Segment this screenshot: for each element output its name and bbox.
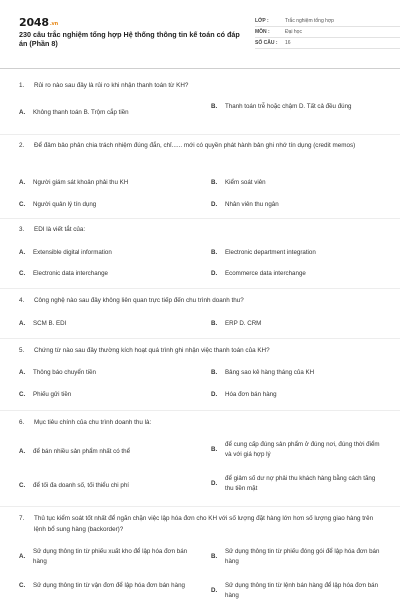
option-text: Sử dụng thông tin từ phiếu xuất kho để lập hóa đơn bán hàng: [33, 548, 188, 565]
question-divider: [0, 288, 400, 289]
logo-main: 2048: [19, 16, 49, 29]
option-label: C.: [19, 201, 26, 208]
option-label: D.: [211, 480, 218, 487]
question-text: Để đảm bảo phân chia trách nhiệm đúng đắn, chỉ...... mới có quyền phát hành bản ghi nhớ tín dụng (credit memos): [34, 142, 356, 149]
option-c[interactable]: [19, 581, 199, 591]
option-text: Extensible digital information: [33, 249, 112, 256]
document-header: [19, 16, 385, 58]
option-a[interactable]: [19, 248, 199, 258]
option-text: để bán nhiều sản phẩm nhất có thể: [33, 448, 131, 455]
meta-key: MÔN :: [255, 29, 270, 35]
option-label: C.: [19, 582, 26, 589]
option-label: A.: [19, 320, 26, 327]
option-label: B.: [211, 320, 218, 327]
option-label: C.: [19, 391, 26, 398]
option-text: Thông báo chuyển tiền: [33, 369, 96, 376]
option-a[interactable]: [19, 319, 199, 329]
page-title: 230 câu trắc nghiệm tổng hợp Hệ thống thông tin kế toán có đáp án (Phần 8): [19, 30, 240, 48]
option-text: để cung cấp đúng sản phẩm ở đúng nơi, đúng thời điểm và với giá hợp lý: [225, 441, 380, 458]
option-label: A.: [19, 179, 26, 186]
option-label: D.: [211, 201, 218, 208]
option-b[interactable]: [211, 547, 385, 567]
question-stem: [19, 295, 385, 306]
meta-row-count: [255, 38, 400, 49]
option-label: B.: [211, 103, 218, 110]
question-text: Thủ tục kiểm soát tốt nhất để ngăn chặn việc lập hóa đơn cho KH với số lượng đặt hàng lớn hơn số lượng giao hàng trên lệnh bổ sung hàng (backorder)?: [34, 515, 374, 533]
option-a[interactable]: [19, 108, 199, 118]
option-text: Sử dụng thông tin từ lệnh bán hàng để lập hóa đơn bán hàng: [225, 582, 379, 599]
option-a[interactable]: [19, 547, 199, 567]
question-number: 2.: [19, 142, 25, 149]
option-label: D.: [211, 587, 218, 594]
option-label: C.: [19, 482, 26, 489]
option-label: A.: [19, 249, 26, 256]
option-c[interactable]: [19, 481, 199, 491]
option-c[interactable]: [19, 200, 199, 210]
option-text: Người giám sát khoản phải thu KH: [33, 179, 129, 186]
meta-value: Trắc nghiệm tổng hợp: [285, 18, 334, 24]
option-d[interactable]: [211, 200, 385, 210]
question-5: [19, 345, 385, 398]
option-label: D.: [211, 391, 218, 398]
option-text: để tối đa doanh số, tối thiểu chi phí: [33, 482, 129, 489]
meta-key: SỐ CÂU :: [255, 40, 278, 46]
question-stem: [19, 513, 385, 535]
question-stem: [19, 80, 385, 91]
option-b[interactable]: [211, 319, 385, 329]
question-3: [19, 224, 385, 277]
question-4: [19, 295, 385, 327]
option-a[interactable]: [19, 178, 199, 188]
option-text: ERP D. CRM: [225, 320, 262, 327]
option-text: Sử dụng thông tin từ vận đơn để lập hóa đơn bán hàng: [33, 582, 185, 589]
option-c[interactable]: [19, 390, 199, 400]
meta-value: 16: [285, 40, 291, 46]
option-b[interactable]: [211, 178, 385, 188]
option-text: Hóa đơn bán hàng: [225, 391, 277, 398]
option-label: D.: [211, 270, 218, 277]
option-text: SCM B. EDI: [33, 320, 67, 327]
option-b[interactable]: [211, 440, 385, 460]
option-label: A.: [19, 369, 26, 376]
meta-key: LỚP :: [255, 18, 269, 24]
option-d[interactable]: [211, 390, 385, 400]
question-number: 5.: [19, 347, 25, 354]
question-stem: [19, 140, 385, 151]
question-divider: [0, 410, 400, 411]
question-stem: [19, 417, 385, 428]
logo-suffix: .vn: [49, 21, 58, 27]
question-number: 1.: [19, 82, 25, 89]
meta-table: [255, 16, 400, 49]
option-a[interactable]: [19, 368, 199, 378]
option-text: Bảng sao kê hàng tháng của KH: [225, 369, 315, 376]
question-number: 7.: [19, 515, 25, 522]
option-label: A.: [19, 553, 26, 560]
meta-row-class: [255, 16, 400, 27]
option-b[interactable]: [211, 102, 385, 112]
option-text: Phiếu gửi tiền: [33, 391, 72, 398]
option-text: Ecommerce data interchange: [225, 270, 306, 277]
option-label: B.: [211, 369, 218, 376]
option-text: Nhân viên thu ngân: [225, 201, 279, 208]
question-2: [19, 140, 385, 208]
question-number: 3.: [19, 226, 25, 233]
option-b[interactable]: [211, 248, 385, 258]
option-d[interactable]: [211, 474, 385, 494]
header-divider: [0, 68, 400, 69]
question-number: 6.: [19, 419, 25, 426]
question-7: [19, 513, 385, 599]
option-a[interactable]: [19, 447, 199, 457]
option-text: để giảm số dư nợ phải thu khách hàng bằng cách tăng thu tiền mặt: [225, 475, 376, 492]
question-stem: [19, 224, 385, 235]
option-text: Kiểm soát viên: [225, 179, 266, 186]
option-text: Sử dụng thông tin từ phiếu đóng gói để lập hóa đơn bán hàng: [225, 548, 380, 565]
option-text: Người quản lý tín dụng: [33, 201, 97, 208]
question-text: Mục tiêu chính của chu trình doanh thu là:: [34, 419, 152, 426]
question-6: [19, 417, 385, 492]
question-text: Chứng từ nào sau đây thường kích hoạt quá trình ghi nhận việc thanh toán của KH?: [34, 347, 270, 354]
option-label: A.: [19, 448, 26, 455]
option-label: B.: [211, 446, 218, 453]
option-c[interactable]: [19, 269, 199, 279]
site-logo[interactable]: [19, 16, 58, 29]
question-text: EDI là viết tắt của:: [34, 226, 86, 233]
option-text: Thanh toán trễ hoặc chậm D. Tất cả đều đúng: [225, 103, 352, 110]
option-d[interactable]: [211, 269, 385, 279]
option-label: A.: [19, 109, 26, 116]
meta-row-subject: [255, 27, 400, 38]
option-text: Electronic data interchange: [33, 270, 108, 277]
question-text: Rủi ro nào sau đây là rủi ro khi nhận thanh toán từ KH?: [34, 82, 189, 89]
question-text: Công nghệ nào sau đây không liên quan trực tiếp đến chu trình doanh thu?: [34, 297, 244, 304]
option-text: Electronic department integration: [225, 249, 316, 256]
question-divider: [0, 134, 400, 135]
option-label: B.: [211, 179, 218, 186]
question-number: 4.: [19, 297, 25, 304]
question-divider: [0, 338, 400, 339]
question-divider: [0, 218, 400, 219]
option-d[interactable]: [211, 581, 385, 600]
option-label: B.: [211, 553, 218, 560]
question-divider: [0, 506, 400, 507]
question-stem: [19, 345, 385, 356]
option-text: Không thanh toán B. Trộm cắp tiền: [33, 109, 129, 116]
meta-value: Đại học: [285, 29, 302, 35]
option-label: C.: [19, 270, 26, 277]
option-b[interactable]: [211, 368, 385, 378]
option-label: B.: [211, 249, 218, 256]
question-1: [19, 80, 385, 116]
